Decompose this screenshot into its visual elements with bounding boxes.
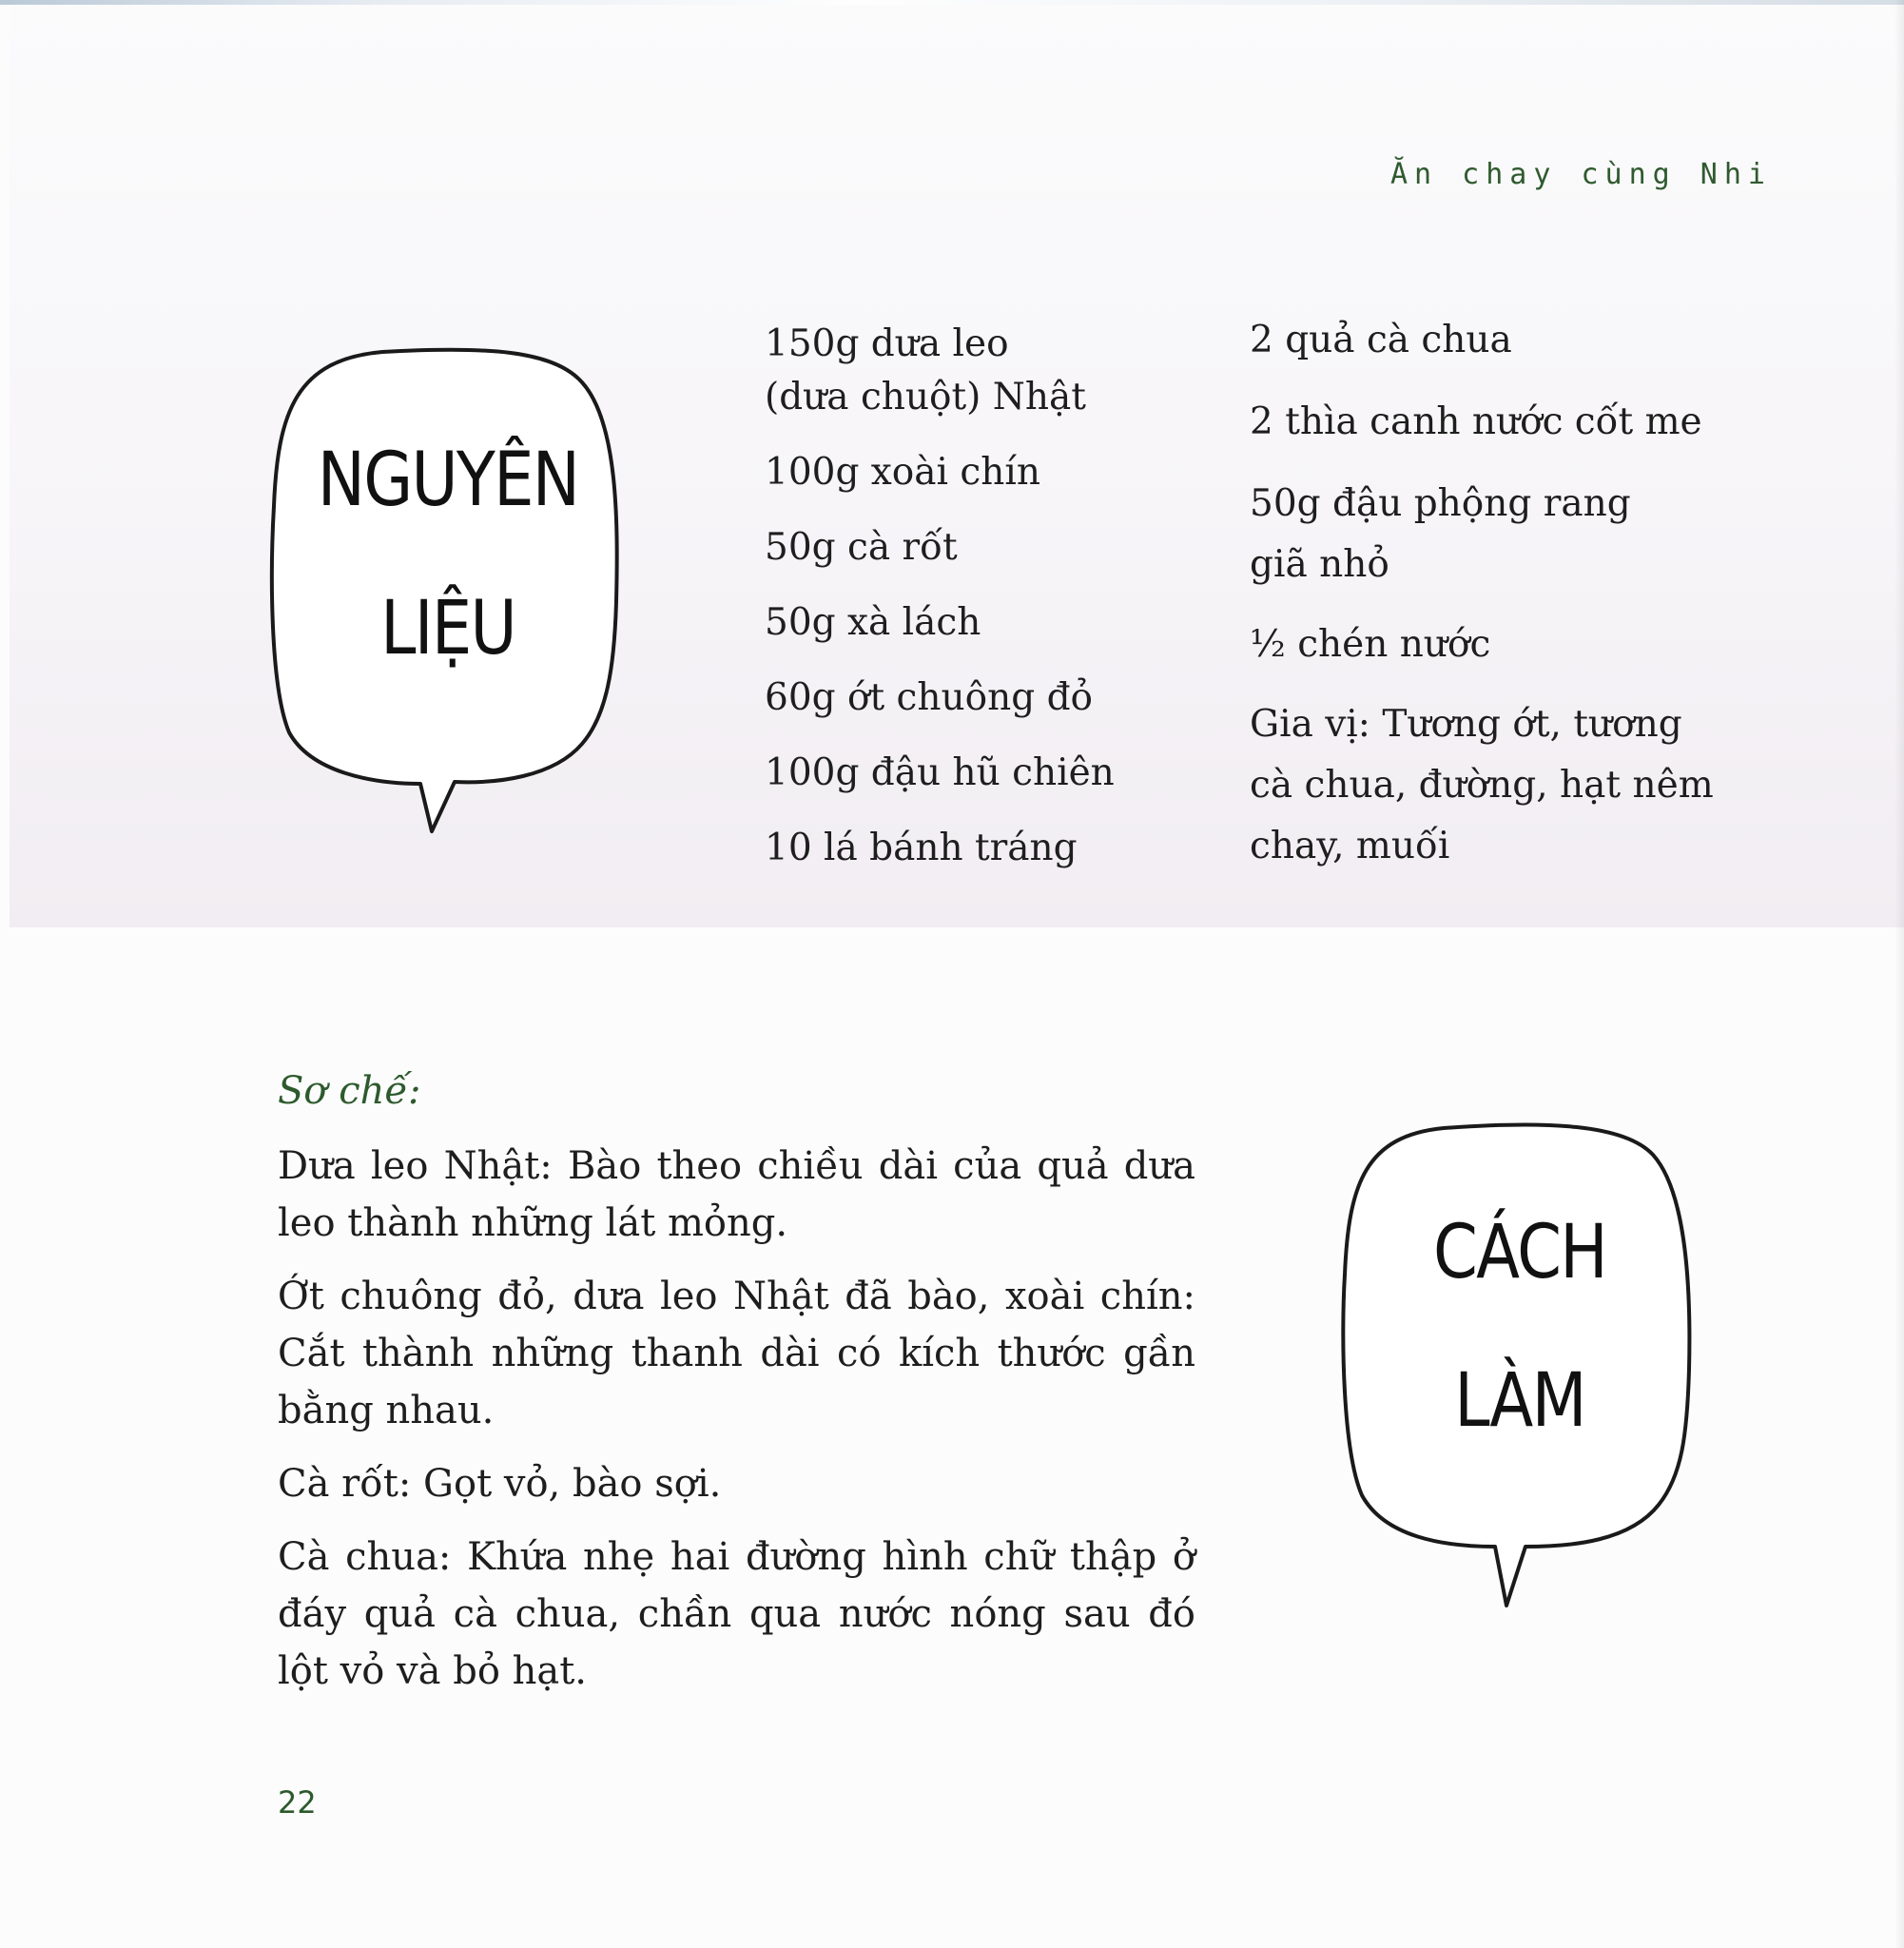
ingredient-item: 2 quả cà chua: [1250, 319, 1512, 361]
ingredients-col-2: [1250, 310, 1714, 877]
ingredients-speech-bubble: [268, 344, 628, 839]
ingredient-item: 60g ớt chuông đỏ: [765, 676, 1094, 719]
bubble-word-lam: LÀM: [1454, 1358, 1585, 1444]
method-paragraph: Ớt chuông đỏ, dưa leo Nhật đã bào, xoài chín: Cắt thành những thanh dài có kích thước gần bằng nhau.: [278, 1275, 1195, 1432]
ingredient-item: chay, muối: [1250, 825, 1450, 867]
bubble-word-cach: CÁCH: [1433, 1210, 1606, 1295]
scan-edge: [0, 0, 1904, 5]
ingredient-item: 10 lá bánh tráng: [765, 827, 1078, 869]
method-paragraph: Cà rốt: Gọt vỏ, bào sợi.: [278, 1462, 722, 1506]
ingredient-item: 50g cà rốt: [765, 526, 958, 569]
bubble-word-lieu: LIỆU: [380, 586, 515, 672]
ingredient-item: 50g đậu phộng rang: [1250, 482, 1631, 525]
page-number: 22: [278, 1784, 317, 1821]
bubble-word-nguyen: NGUYÊN: [317, 438, 579, 523]
ingredient-item: 100g đậu hũ chiên: [765, 751, 1115, 794]
method-paragraph: Cà chua: Khứa nhẹ hai đường hình chữ thập ở đáy quả cà chua, chần qua nước nóng sau đó lột vỏ và bỏ hạt.: [278, 1535, 1195, 1693]
page-edge-shadow: [1894, 0, 1904, 1948]
ingredient-item: cà chua, đường, hạt nêm: [1250, 764, 1714, 807]
method-text: [278, 1138, 1195, 1716]
method-paragraph: Dưa leo Nhật: Bào theo chiều dài của quả dưa leo thành những lát mỏng.: [278, 1144, 1195, 1245]
ingredient-item: 50g xà lách: [765, 601, 981, 644]
method-speech-bubble: [1339, 1122, 1700, 1617]
ingredient-item: 2 thìa canh nước cốt me: [1250, 400, 1702, 443]
ingredients-col-1: [765, 314, 1115, 879]
section-label-preparation: Sơ chế:: [278, 1069, 421, 1113]
ingredient-item: 100g xoài chín: [765, 451, 1040, 494]
ingredient-item: Gia vị: Tương ớt, tương: [1250, 703, 1682, 746]
ingredient-item: 150g dưa leo: [765, 322, 1009, 365]
ingredient-item: giã nhỏ: [1250, 543, 1389, 586]
ingredient-item: (dưa chuột) Nhật: [765, 376, 1086, 419]
running-title: Ăn chay cùng Nhi: [1390, 158, 1772, 191]
ingredient-item: ½ chén nước: [1250, 623, 1491, 666]
